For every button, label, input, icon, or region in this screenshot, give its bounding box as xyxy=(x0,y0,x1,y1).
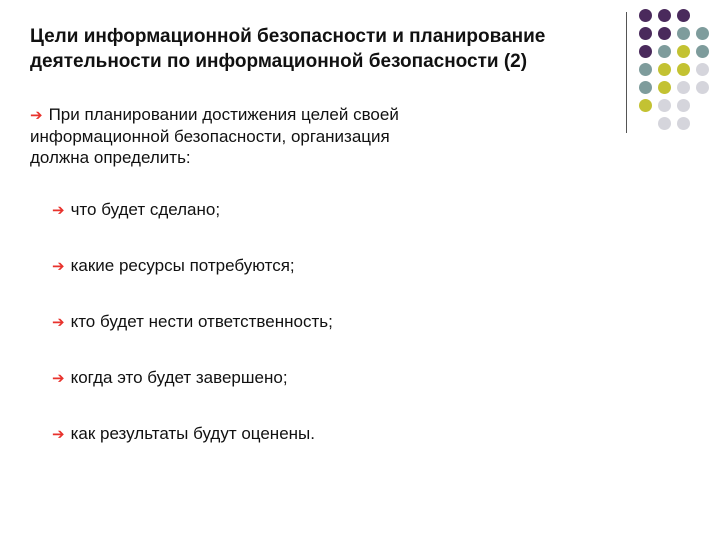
dot xyxy=(658,45,671,58)
dot xyxy=(658,63,671,76)
bullet-text: кто будет нести ответственность; xyxy=(70,312,333,331)
list-item xyxy=(52,368,333,424)
right-arrow-icon: ➔ xyxy=(52,201,65,219)
dot xyxy=(696,81,709,94)
dot xyxy=(677,99,690,112)
bullet-text: какие ресурсы потребуются; xyxy=(70,256,295,275)
dot xyxy=(677,63,690,76)
dot xyxy=(658,99,671,112)
right-arrow-icon: ➔ xyxy=(52,369,65,387)
title-line-2: деятельности по информационной безопасности (2) xyxy=(30,51,528,72)
list-item xyxy=(52,256,333,312)
title-line-1: Цели информационной безопасности и планирование xyxy=(30,26,546,47)
dot xyxy=(696,45,709,58)
right-arrow-icon: ➔ xyxy=(52,313,65,331)
intro-line-1: При планировании достижения целей своей xyxy=(48,105,399,124)
bullet-list xyxy=(52,200,333,480)
dot xyxy=(658,81,671,94)
right-arrow-icon: ➔ xyxy=(52,425,65,443)
dot xyxy=(658,27,671,40)
dot xyxy=(677,27,690,40)
list-item xyxy=(52,424,333,480)
dot xyxy=(677,81,690,94)
dot xyxy=(658,117,671,130)
divider-line xyxy=(626,12,627,133)
intro-paragraph xyxy=(30,104,470,168)
dot xyxy=(696,63,709,76)
bullet-text: что будет сделано; xyxy=(70,200,221,219)
dot xyxy=(639,81,652,94)
dot xyxy=(677,45,690,58)
slide-title xyxy=(30,24,620,74)
dot xyxy=(639,99,652,112)
dot xyxy=(677,117,690,130)
dot xyxy=(658,9,671,22)
list-item xyxy=(52,312,333,368)
dot xyxy=(677,9,690,22)
intro-line-3: должна определить: xyxy=(30,148,191,167)
dot xyxy=(639,9,652,22)
dot xyxy=(639,27,652,40)
intro-line-2: информационной безопасности, организация xyxy=(30,127,390,146)
bullet-text: как результаты будут оценены. xyxy=(70,424,315,443)
right-arrow-icon: ➔ xyxy=(52,257,65,275)
dot xyxy=(696,27,709,40)
list-item xyxy=(52,200,333,256)
dot xyxy=(639,63,652,76)
bullet-text: когда это будет завершено; xyxy=(70,368,288,387)
right-arrow-icon: ➔ xyxy=(30,106,43,124)
dot xyxy=(639,45,652,58)
